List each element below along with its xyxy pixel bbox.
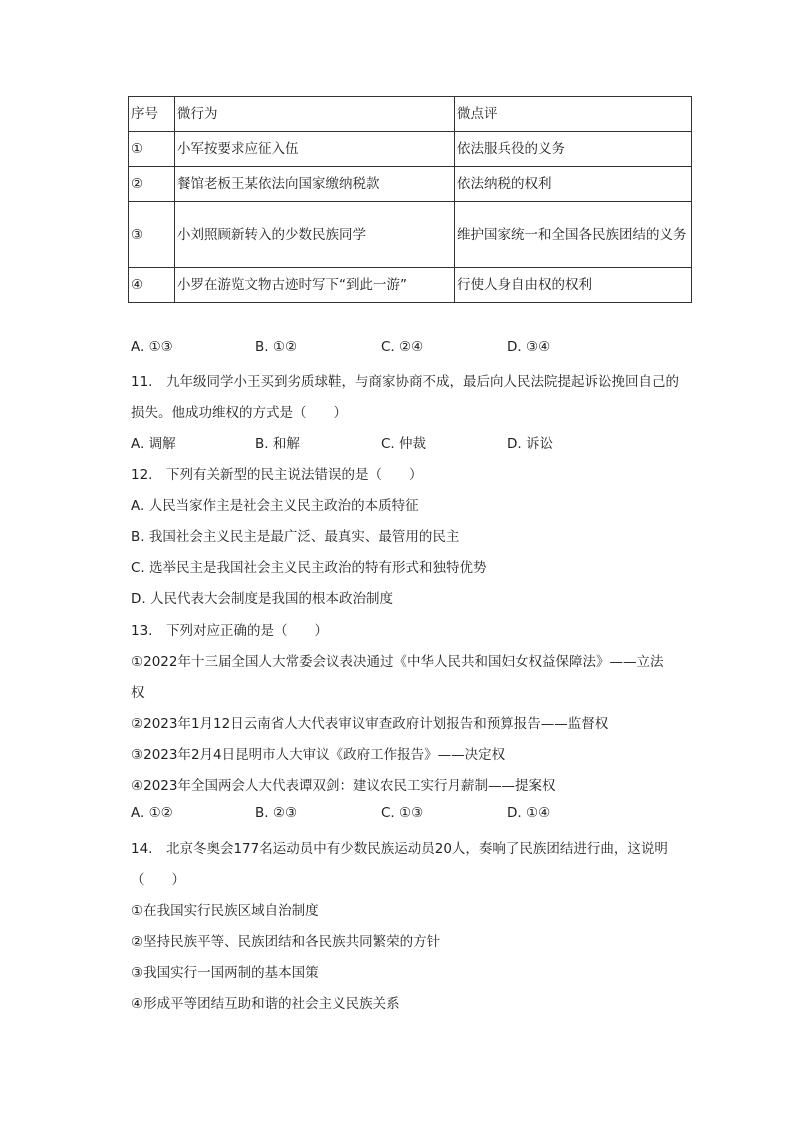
q11-options [131, 432, 691, 452]
q13-item-cont: 权 [131, 685, 145, 701]
table-cell: ② [129, 167, 175, 202]
q13-options [131, 805, 691, 825]
table-cell: 小刘照顾新转入的少数民族同学 [175, 202, 455, 268]
table-row [129, 202, 692, 268]
option-b[interactable]: B. 我国社会主义民主是最广泛、最真实、最管用的民主 [131, 529, 460, 545]
table-row [129, 132, 692, 167]
option-c[interactable]: C. 仲裁 [381, 436, 427, 452]
table-cell: 小罗在游览文物古迹时写下“到此一游” [175, 268, 455, 303]
table-header-cell: 微点评 [455, 97, 692, 132]
option-c[interactable]: C. ①③ [381, 805, 424, 821]
table-header-row [129, 97, 692, 132]
table-row [129, 167, 692, 202]
option-d[interactable]: D. ③④ [507, 339, 551, 355]
option-b[interactable]: B. ①② [255, 339, 298, 355]
option-b[interactable]: B. 和解 [255, 436, 300, 452]
q11-stem-cont: 损失。他成功维权的方式是（ ） [131, 405, 347, 421]
q13-item: ①2022年十三届全国人大常委会议表决通过《中华人民共和国妇女权益保障法》——立法 [131, 654, 664, 670]
table-cell: 维护国家统一和全国各民族团结的义务 [455, 202, 692, 268]
option-a[interactable]: A. ①② [131, 805, 173, 821]
q13-stem: 13. 下列对应正确的是（ ） [131, 623, 328, 639]
option-a[interactable]: A. ①③ [131, 339, 173, 355]
table-cell: ③ [129, 202, 175, 268]
q12-stem: 12. 下列有关新型的民主说法错误的是（ ） [131, 467, 423, 483]
q14-item: ②坚持民族平等、民族团结和各民族共同繁荣的方针 [131, 934, 441, 950]
table-row [129, 268, 692, 303]
table-cell: 餐馆老板王某依法向国家缴纳税款 [175, 167, 455, 202]
q13-item: ③2023年2月4日昆明市人大审议《政府工作报告》——决定权 [131, 747, 506, 763]
option-c[interactable]: C. 选举民主是我国社会主义民主政治的特有形式和独特优势 [131, 560, 487, 576]
table-cell: 小军按要求应征入伍 [175, 132, 455, 167]
option-a[interactable]: A. 调解 [131, 436, 176, 452]
q10-options [131, 339, 691, 359]
table-cell: 行使人身自由权的权利 [455, 268, 692, 303]
option-d[interactable]: D. 人民代表大会制度是我国的根本政治制度 [131, 591, 393, 607]
table-cell: 依法纳税的权利 [455, 167, 692, 202]
q14-stem-cont: （ ） [131, 872, 185, 888]
table-cell: ① [129, 132, 175, 167]
behavior-table [128, 96, 692, 303]
table-header-cell: 序号 [129, 97, 175, 132]
option-d[interactable]: D. ①④ [507, 805, 551, 821]
table-cell: 依法服兵役的义务 [455, 132, 692, 167]
option-c[interactable]: C. ②④ [381, 339, 424, 355]
q13-item: ④2023年全国两会人大代表谭双剑：建议农民工实行月薪制——提案权 [131, 778, 556, 794]
option-d[interactable]: D. 诉讼 [507, 436, 553, 452]
option-b[interactable]: B. ②③ [255, 805, 298, 821]
q14-item: ④形成平等团结互助和谐的社会主义民族关系 [131, 996, 400, 1012]
q14-stem: 14. 北京冬奥会177名运动员中有少数民族运动员20人，奏响了民族团结进行曲，这说明 [131, 841, 668, 857]
q13-item: ②2023年1月12日云南省人大代表审议审查政府计划报告和预算报告——监督权 [131, 716, 609, 732]
q11-stem: 11. 九年级同学小王买到劣质球鞋，与商家协商不成，最后向人民法院提起诉讼挽回自己的 [131, 374, 679, 390]
q14-item: ①在我国实行民族区域自治制度 [131, 903, 319, 919]
q14-item: ③我国实行一国两制的基本国策 [131, 965, 319, 981]
table-header-cell: 微行为 [175, 97, 455, 132]
option-a[interactable]: A. 人民当家作主是社会主义民主政治的本质特征 [131, 498, 419, 514]
table-cell: ④ [129, 268, 175, 303]
